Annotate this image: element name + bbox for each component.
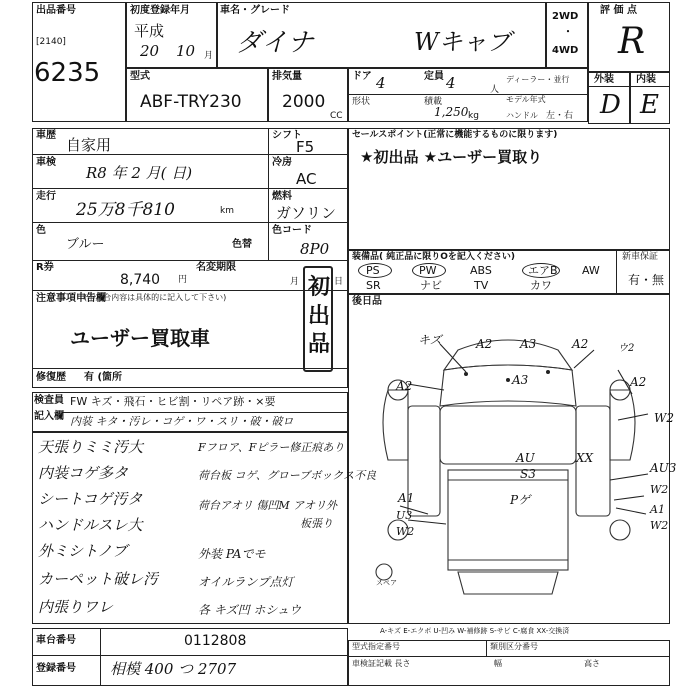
recycle: 8,740	[120, 272, 161, 288]
mark-p-ge: Pゲ	[510, 493, 531, 507]
month-unit: 月	[204, 51, 214, 61]
warranty: 有・無	[628, 273, 665, 287]
mark-w2-a: W2	[650, 483, 669, 496]
cooler: AC	[296, 170, 317, 188]
mark-u3: U3	[396, 509, 413, 522]
shift: F5	[296, 138, 315, 156]
diagram-right-front	[610, 390, 635, 460]
insurance-label: 名変期限	[196, 262, 236, 273]
inspector-label-2: 記入欄	[34, 411, 64, 422]
remark-right-6: オイルランプ点灯	[198, 575, 294, 589]
mark-au: AU	[516, 451, 535, 465]
equipment-label: 装備品( 純正品に限りOを記入ください)	[352, 252, 516, 262]
equip-tv: TV	[474, 279, 489, 292]
lot-label: 出品番号	[36, 5, 76, 16]
kg: kg	[468, 111, 479, 121]
remark-right-2: 荷台板 コゲ、グローブボックス不良	[198, 469, 377, 482]
capacity-unit: 人	[490, 85, 500, 95]
diagram-cab-roof	[440, 406, 576, 464]
mileage: 25万8千810	[76, 200, 175, 220]
remark-right-3: 荷台アオリ 傷凹M アオリ外	[198, 499, 338, 512]
remark-left-6: カーペット破レ汚	[38, 570, 159, 588]
plate-label: 登録番号	[36, 663, 76, 674]
chassis-label: 車台番号	[36, 635, 76, 646]
inspection-row-2: 内装 キタ・汚レ・コゲ・ワ・スリ・破・破ロ	[70, 415, 294, 428]
equip-ps: PS	[366, 264, 380, 277]
inspection: R8 年 2 月( 日)	[86, 164, 193, 182]
doors: 4	[376, 74, 386, 92]
drive-sep: ・	[563, 27, 573, 38]
equip-pw: PW	[419, 264, 437, 277]
damage-legend: A-キズ E-エクボ U-凹み W-補修跡 S-サビ C-腐食 XX-交換済	[380, 627, 570, 635]
class-label: 類別区分番号	[490, 642, 538, 651]
lot-number: 6235	[34, 58, 101, 88]
remark-right-1: Fフロア、Fピラー修正痕あり	[198, 441, 345, 454]
insurance-day: 日	[334, 277, 344, 287]
grade: Wキャブ	[414, 28, 511, 56]
displacement: 2000	[282, 92, 326, 112]
mark-xx: XX	[576, 451, 594, 465]
drive-2wd: 2WD	[552, 11, 579, 22]
recycle-label: R券	[36, 262, 54, 273]
exterior-label: 外装	[594, 74, 614, 85]
reg-year-label: 初度登録年月	[130, 5, 190, 16]
mark-w2-right: W2	[654, 411, 674, 425]
capacity-label: 定員	[424, 71, 444, 82]
lot-sub: [2140]	[36, 37, 66, 47]
mark-w2-left: W2	[396, 525, 415, 538]
displacement-label: 排気量	[272, 71, 302, 82]
remark-left-7: 内張りワレ	[38, 598, 114, 616]
height-label: 高さ	[584, 659, 600, 668]
mark-s3: S3	[520, 467, 536, 481]
dealer-label: ディーラー・並行	[506, 75, 570, 84]
insurance-month: 月	[290, 277, 300, 287]
remark-left-3: シートコゲ汚タ	[38, 490, 143, 508]
length-label: 車検証記載 長さ	[352, 659, 411, 668]
sales-point: ★初出品 ★ユーザー買取り	[360, 148, 543, 166]
mark-a2-right: A2	[572, 337, 589, 351]
grade-score: R	[618, 21, 646, 62]
spare-label: スペア	[376, 579, 397, 587]
model-year-label: モデル年式	[506, 95, 546, 104]
drive-4wd: 4WD	[552, 45, 579, 56]
exterior-score: D	[600, 90, 621, 120]
equip-abs: ABS	[470, 264, 492, 277]
interior-score: E	[640, 90, 659, 120]
doors-label: ドア	[352, 71, 372, 82]
color-label: 色	[36, 225, 46, 236]
equip-airbag: エアB	[528, 264, 558, 277]
km: km	[220, 206, 234, 216]
first-listing-stamp-text: 初出品	[308, 275, 331, 358]
inspection-row-1: FW キズ・飛石・ヒビ割・リペア跡・×要	[70, 395, 276, 408]
notes-sub: (不具合内容は具体的に記入して下さい)	[84, 293, 227, 302]
width-label: 幅	[494, 659, 502, 668]
inspector-label-1: 検査員	[34, 395, 64, 406]
inspector-label: 後日品	[352, 296, 382, 307]
remark-left-1: 天張りミミ汚大	[38, 438, 144, 456]
equip-navi: ナビ	[420, 279, 442, 292]
plate-number: 相模 400 つ 2707	[110, 660, 237, 678]
cooler-label: 冷房	[272, 157, 292, 168]
month: 10	[176, 42, 196, 60]
color-change-label: 色替	[232, 239, 252, 250]
usage: 自家用	[66, 136, 112, 154]
handle-label: ハンドル	[506, 111, 538, 120]
mark-a1-left: A1	[398, 491, 415, 505]
usage-label: 車歴	[36, 130, 56, 141]
mark-a2-front: A2	[476, 337, 493, 351]
car-name-label: 車名・グレード	[220, 5, 290, 16]
chassis-number: 0112808	[184, 633, 247, 649]
diagram-spare-tire	[376, 564, 392, 580]
diagram-windshield	[440, 365, 576, 406]
diagram-rear	[458, 572, 558, 594]
load-label: 積載	[424, 97, 443, 107]
fuel-label: 燃料	[272, 191, 292, 202]
repair: 有 (箇所	[84, 372, 123, 383]
model: ABF-TRY230	[140, 92, 242, 112]
remark-left-5: 外ミシトノブ	[38, 542, 128, 560]
capacity: 4	[446, 74, 456, 92]
cc: CC	[330, 111, 343, 121]
mark-kizu: キズ	[418, 333, 442, 347]
repair-label: 修復歴	[36, 372, 66, 383]
mark-a3-roof: A3	[512, 373, 529, 387]
color-code: 8P0	[300, 240, 330, 258]
model-cert-label: 型式指定番号	[352, 642, 400, 651]
grade-score-label: 評 価 点	[600, 5, 637, 16]
color: ブルー	[66, 237, 105, 252]
equip-sr: SR	[366, 279, 381, 292]
mileage-label: 走行	[36, 191, 56, 202]
warranty-label: 新車保証	[622, 252, 659, 262]
remark-left-4: ハンドルスレ大	[38, 516, 143, 534]
shift-label: シフト	[272, 130, 302, 141]
mark-a2-left: A2	[396, 379, 413, 393]
shape-label: 形状	[352, 97, 371, 107]
diagram-left-front	[383, 390, 408, 460]
fuel: ガソリン	[276, 204, 337, 222]
inspection-label: 車検	[36, 157, 56, 168]
diagram-cargo-bed	[448, 467, 568, 570]
remark-left-2: 内装コゲ多タ	[38, 464, 129, 482]
era: 平成	[134, 22, 165, 40]
mark-u2: ウ2	[618, 343, 635, 354]
remark-right-4: 板張り	[300, 517, 333, 530]
interior-label: 内装	[636, 74, 656, 85]
notes: ユーザー買取車	[70, 326, 210, 350]
mark-au3: AU3	[650, 461, 677, 475]
notes-label: 注意事項申告欄	[36, 293, 106, 304]
mark-a1-right: A1	[650, 503, 665, 516]
mark-w2-b: W2	[650, 519, 669, 532]
sales-point-box	[348, 128, 670, 250]
diagram-wheel-rr	[610, 520, 630, 540]
model-label: 型式	[130, 71, 150, 82]
remark-right-5: 外装 PAでモ	[198, 547, 266, 561]
mark-a3-front: A3	[520, 337, 537, 351]
equip-leather: カワ	[530, 279, 552, 292]
color-code-label: 色コード	[272, 225, 312, 236]
vehicle-damage-diagram	[348, 310, 670, 610]
yen: 円	[178, 275, 188, 285]
sales-point-label: セールスポイント(正常に機能するものに限ります)	[352, 130, 558, 140]
load: 1,250	[434, 105, 469, 119]
remark-right-7: 各 キズ凹 ホシュウ	[198, 603, 302, 617]
car-name: ダイナ	[236, 28, 314, 58]
handle: 左・右	[546, 111, 574, 121]
year: 20	[140, 42, 160, 60]
equip-aw: AW	[582, 264, 600, 277]
mark-a2-right-side: A2	[630, 375, 647, 389]
